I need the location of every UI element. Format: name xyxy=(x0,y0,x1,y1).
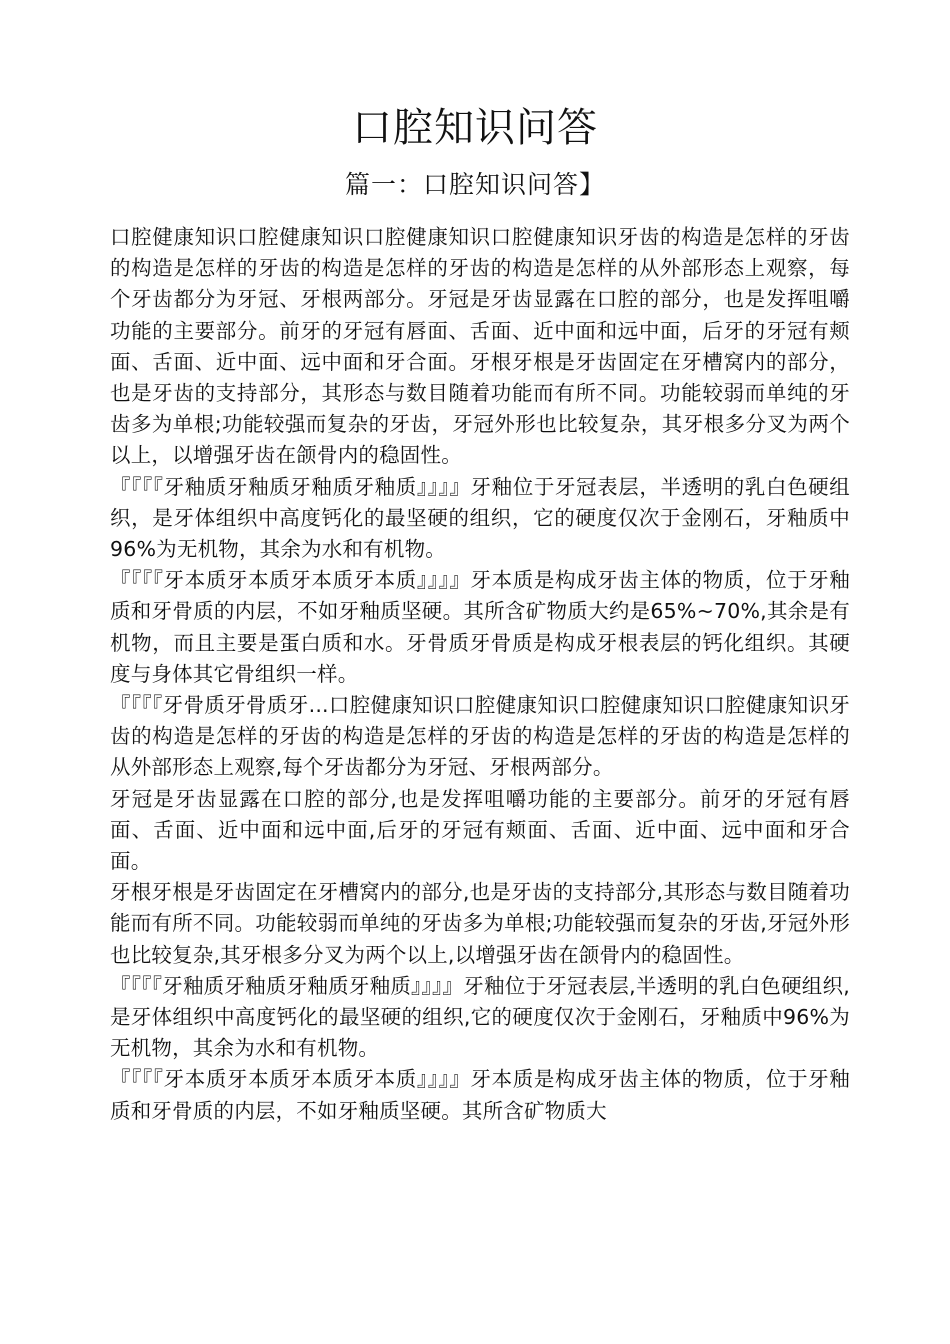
paragraph-5: 牙冠是牙齿显露在口腔的部分,也是发挥咀嚼功能的主要部分。前牙的牙冠有唇面、舌面、近中面和远中面,后牙的牙冠有颊面、舌面、近中面、远中面和牙合面。 xyxy=(110,786,850,874)
paragraph-8: 『『『『牙本质牙本质牙本质牙本质』』』』牙本质是构成牙齿主体的物质，位于牙釉质和牙骨质的内层，不如牙釉质坚硬。其所含矿物质大 xyxy=(110,1067,850,1123)
paragraph-3: 『『『『牙本质牙本质牙本质牙本质』』』』牙本质是构成牙齿主体的物质，位于牙釉质和牙骨质的内层，不如牙釉质坚硬。其所含矿物质大约是65%~70%,其余是有机物，而且主要是蛋白质和水。牙骨质牙骨质是构成牙根表层的钙化组织。其硬度与身体其它骨组织一样。 xyxy=(110,568,850,686)
paragraph-7: 『『『『牙釉质牙釉质牙釉质牙釉质』』』』牙釉位于牙冠表层,半透明的乳白色硬组织,是牙体组织中高度钙化的最坚硬的组织,它的硬度仅次于金刚石，牙釉质中96%为无机物，其余为水和有机物。 xyxy=(110,973,850,1061)
paragraph-6: 牙根牙根是牙齿固定在牙槽窝内的部分,也是牙齿的支持部分,其形态与数目随着功能而有所不同。功能较弱而单纯的牙齿多为单根;功能较强而复杂的牙齿,牙冠外形也比较复杂,其牙根多分叉为两个以上,以增强牙齿在颌骨内的稳固性。 xyxy=(110,880,850,967)
document-subtitle: 篇一：口腔知识问答】 xyxy=(344,170,605,199)
paragraph-2: 『『『『牙釉质牙釉质牙釉质牙釉质』』』』牙釉位于牙冠表层，半透明的乳白色硬组织，是牙体组织中高度钙化的最坚硬的组织，它的硬度仅次于金刚石，牙釉质中96%为无机物，其余为水和有机物。 xyxy=(110,474,850,562)
paragraph-1: 口腔健康知识口腔健康知识口腔健康知识口腔健康知识牙齿的构造是怎样的牙齿的构造是怎样的牙齿的构造是怎样的牙齿的构造是怎样的从外部形态上观察，每个牙齿都分为牙冠、牙根两部分。牙冠是牙齿显露在口腔的部分，也是发挥咀嚼功能的主要部分。前牙的牙冠有唇面、舌面、近中面和远中面，后牙的牙冠有颊面、舌面、近中面、远中面和牙合面。牙根牙根是牙齿固定在牙槽窝内的部分，也是牙齿的支持部分，其形态与数目随着功能而有所不同。功能较弱而单纯的牙齿多为单根;功能较强而复杂的牙齿，牙冠外形也比较复杂，其牙根多分叉为两个以上，以增强牙齿在颌骨内的稳固性。 xyxy=(110,225,850,468)
document-title: 口腔知识问答 xyxy=(352,105,598,151)
document-body xyxy=(110,222,850,1127)
paragraph-4: 『『『『牙骨质牙骨质牙...口腔健康知识口腔健康知识口腔健康知识口腔健康知识牙齿的构造是怎样的牙齿的构造是怎样的牙齿的构造是怎样的牙齿的构造是怎样的从外部形态上观察,每个牙齿都分为牙冠、牙根两部分。 xyxy=(110,693,850,780)
